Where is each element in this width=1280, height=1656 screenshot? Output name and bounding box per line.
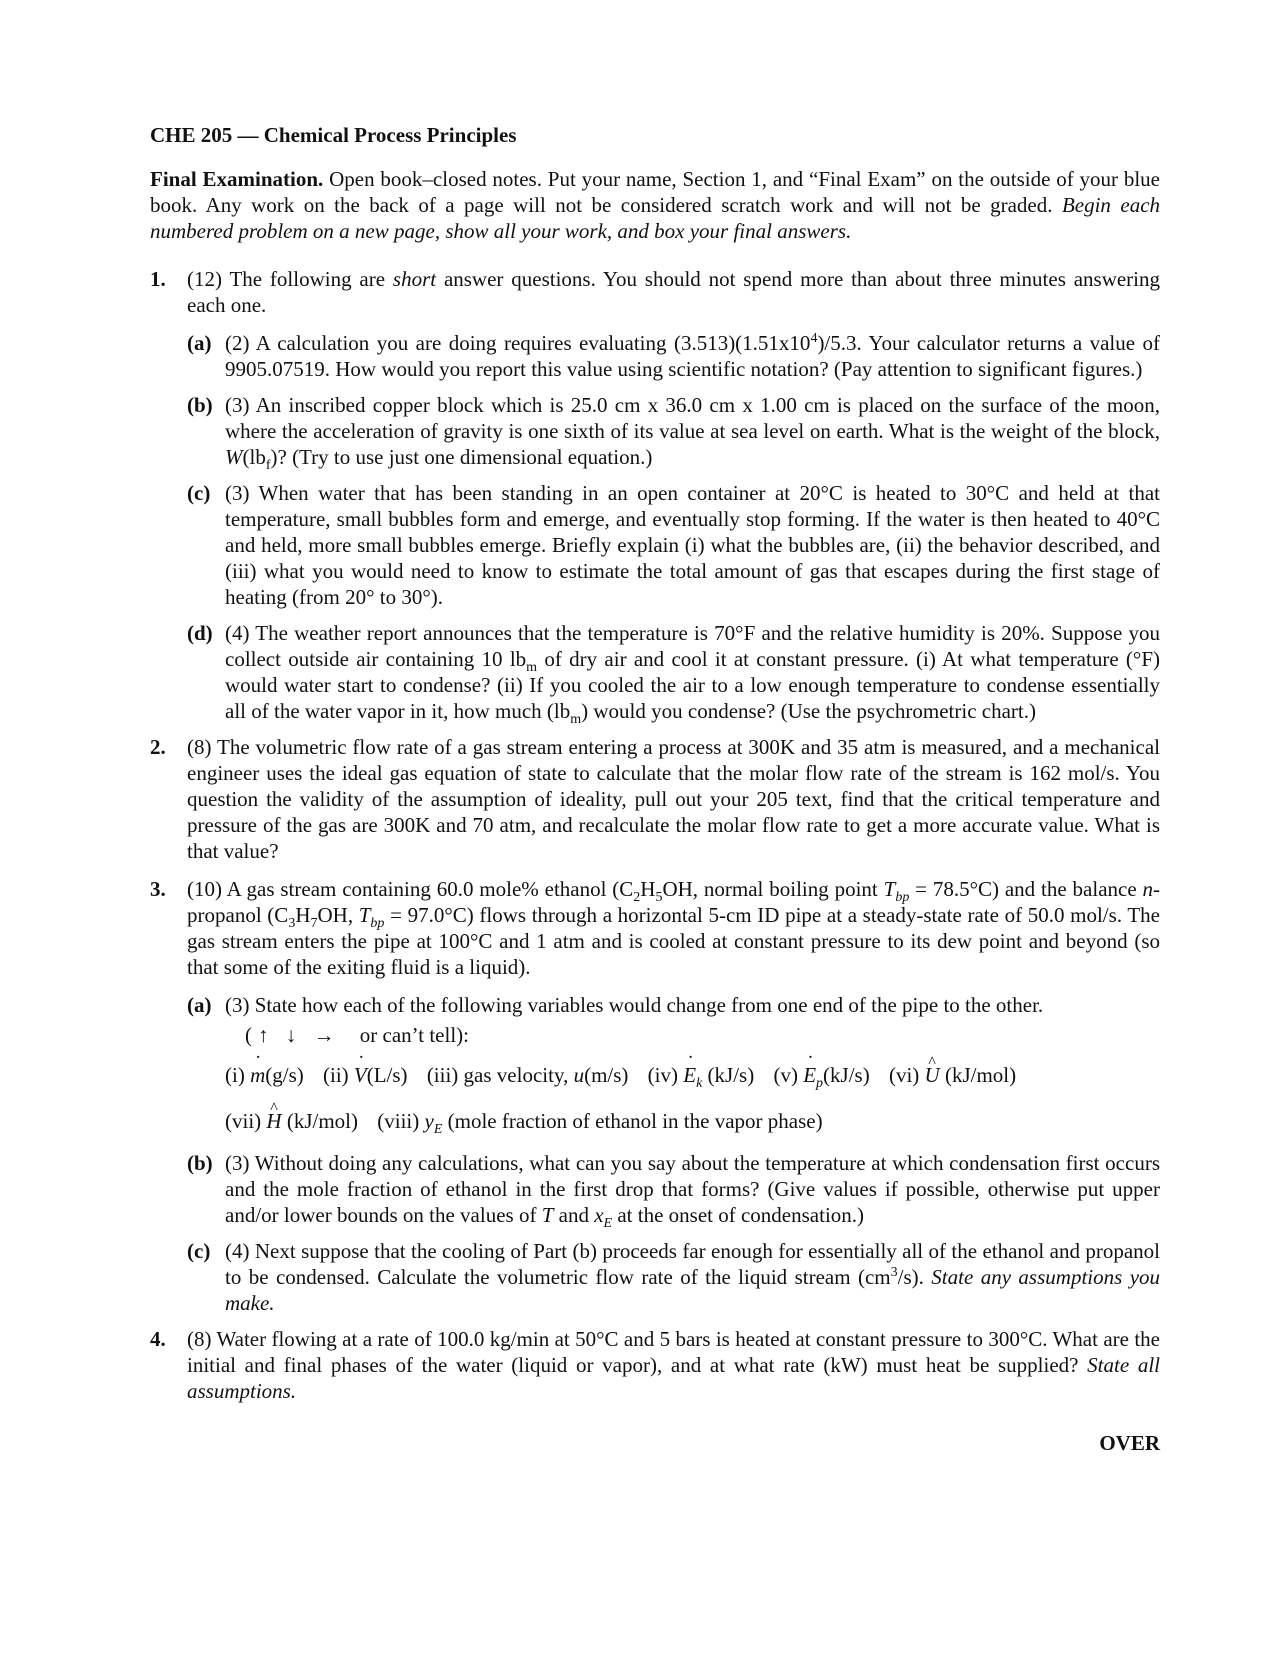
variable: T <box>541 1203 554 1227</box>
part-label: (a) <box>187 331 212 355</box>
problem-number: 4. <box>150 1327 166 1351</box>
part-label: (c) <box>187 1239 211 1263</box>
variable-item: (iii) gas velocity, u(m/s) <box>426 1063 629 1087</box>
problem-emphasis: State all assumptions. <box>187 1353 1161 1403</box>
part-text: )/5.3. Your calculator returns a value of 9905.07519. How would you report this value using scientific notation? (Pay attention to significant figures.) <box>225 331 1160 381</box>
part-text: (lb <box>242 445 266 469</box>
variable: n <box>1142 877 1154 901</box>
part-label: (a) <box>187 993 212 1017</box>
course-title: CHE 205 — Chemical Process Principles <box>150 123 517 147</box>
part-label: (b) <box>187 1151 213 1175</box>
part-text: of dry air and cool it at constant pressure. (i) At what temperature (°F) would water start to condense? (ii) If you cooled the air to a low enough temperature to condense essentially all of the water vapor in it, how much (lb <box>225 647 1160 723</box>
part-label: (c) <box>187 481 211 505</box>
exam-title: Final Examination. <box>150 167 324 191</box>
part-text: (3) When water that has been standing in an open container at 20°C is heated to 30°C and held at that temperature, small bubbles form and emerge, and eventually stop forming. If the water is then heated to 40°C and held, more small bubbles emerge. Briefly explain (i) what the bubbles are, (ii) the behavior described, and (iii) what you would need to know to estimate the total amount of gas that escapes during the first stage of heating (from 20° to 30°). <box>225 481 1160 609</box>
subscript: 3 <box>288 916 296 932</box>
part-text: (3) An inscribed copper block which is 25.0 cm x 36.0 cm x 1.00 cm is placed on the surface of the moon, where the acceleration of gravity is one sixth of its value at sea level on earth. What is the weight of the block, <box>225 393 1160 443</box>
subscript: 5 <box>655 890 663 906</box>
problem-1b <box>150 392 1160 474</box>
exam-page <box>150 122 1161 1455</box>
exam-instructions <box>150 166 1160 244</box>
problem-1a <box>150 330 1160 382</box>
problem-text: = 97.0°C) flows through a horizontal 5-cm ID pipe at a steady-state rate of 50.0 mol/s. The gas stream enters the pipe at 100°C and 1 atm and is cooled at constant pressure to its dew point and beyond (so that some of the exiting fluid is a liquid). <box>187 903 1160 979</box>
problem-3 <box>150 876 1160 980</box>
part-text: (4) Next suppose that the cooling of Part (b) proceeds far enough for essentially all of the ethanol and propanol to be condensed. Calculate the volumetric flow rate of the liquid stream (cm <box>225 1239 1160 1289</box>
subscript: E <box>603 1216 613 1232</box>
problem-emphasis: short <box>392 267 437 291</box>
part-text: /s). <box>897 1265 924 1289</box>
subscript: f <box>265 458 271 474</box>
variable-item: (v) ˙ $E_p(kJ/s)$ <box>773 1058 869 1092</box>
problem-2 <box>150 734 1160 864</box>
variable-item: (ii) ˙ V(L/s) <box>323 1058 408 1092</box>
problem-text: OH, normal boiling point <box>662 877 878 901</box>
variable: x <box>594 1203 604 1227</box>
problem-number: 3. <box>150 877 166 901</box>
change-options <box>150 1022 1160 1048</box>
problem-number: 2. <box>150 735 166 759</box>
problem-text: OH, <box>317 903 354 927</box>
part-text: (3) Without doing any calculations, what can you say about the temperature at which condensation first occurs and the mole fraction of ethanol in the first drop that forms? (Give values if possible, otherwise put upper and/or lower bounds on the values of <box>225 1151 1160 1227</box>
exponent: 4 <box>810 331 818 346</box>
instructions-text: Open book–closed notes. Put your name, Section 1, and “Final Exam” on the outside of your blue book. Any work on the back of a page will not be considered scratch work and will not be graded. <box>150 167 1161 217</box>
problem-4 <box>150 1326 1160 1404</box>
variable: T <box>358 903 371 927</box>
subscript: m <box>526 660 538 676</box>
instructions-emphasis: Begin each numbered problem on a new page, show all your work, and box your final answers. <box>150 193 1161 243</box>
variable: T <box>883 877 896 901</box>
variable-item: (vi) ^ U (kJ/mol) <box>889 1058 1016 1092</box>
part-emphasis: State any assumptions you make. <box>225 1265 1161 1315</box>
subscript: bp <box>895 890 910 906</box>
problem-1c <box>150 480 1160 610</box>
part-label: (d) <box>187 621 213 645</box>
over-indicator: OVER <box>1099 1431 1160 1455</box>
part-text: (2) A calculation you are doing requires evaluating (3.513)(1.51x10 <box>225 331 811 355</box>
arrow-options: (↑ ↓ → <box>245 1023 341 1047</box>
problem-text: answer questions. You should not spend more than about three minutes answering each one. <box>187 267 1161 317</box>
part-text: (4) The weather report announces that the temperature is 70°F and the relative humidity is 20%. Suppose you collect outside air containing 10 lb <box>225 621 1160 671</box>
subscript: 2 <box>633 890 641 906</box>
part-label: (b) <box>187 393 213 417</box>
variable-item: (viii) $y_E$ (mole fraction of ethanol in the vapor phase) <box>377 1109 823 1138</box>
part-text: (3) State how each of the following variables would change from one end of the pipe to the other. <box>225 993 1044 1017</box>
variables-line-2 <box>150 1104 1160 1138</box>
part-text: at the onset of condensation.) <box>617 1203 865 1227</box>
problem-text: -propanol (C <box>187 877 1161 927</box>
problem-number: 1. <box>150 267 166 291</box>
problem-3b <box>150 1150 1160 1232</box>
variable-item: (i) ˙ m(g/s) <box>225 1058 304 1092</box>
subscript: 7 <box>310 916 318 932</box>
subscript: m <box>570 712 582 728</box>
variables-line-1 <box>150 1058 1160 1092</box>
part-text: ) would you condense? (Use the psychrometric chart.) <box>581 699 1036 723</box>
problem-text: (8) The volumetric flow rate of a gas stream entering a process at 300K and 35 atm is measured, and a mechanical engineer uses the ideal gas equation of state to calculate that the molar flow rate of the stream is 162 mol/s. You question the validity of the assumption of ideality, pull out your 205 text, find that the critical temperature and pressure of the gas are 300K and 70 atm, and recalculate the molar flow rate to get a more accurate value. What is that value? <box>187 735 1160 863</box>
part-text: )? (Try to use just one dimensional equation.) <box>270 445 653 469</box>
problem-text: (8) Water flowing at a rate of 100.0 kg/min at 50°C and 5 bars is heated at constant pressure to 300°C. What are the initial and final phases of the water (liquid or vapor), and at what rate (kW) must heat be supplied? <box>187 1327 1160 1377</box>
problem-1 <box>150 266 1160 318</box>
variable: W <box>225 445 243 469</box>
part-text: and <box>558 1203 589 1227</box>
exponent: 3 <box>890 1265 898 1280</box>
problem-1d <box>150 620 1160 728</box>
arrow-options-tail: or can’t tell): <box>359 1023 469 1047</box>
problem-text: (10) A gas stream containing 60.0 mole% ethanol (C <box>187 877 634 901</box>
subscript: bp <box>370 916 385 932</box>
problem-text: H <box>640 877 656 901</box>
variable-item: (iv) ˙ $E_k$ (kJ/s) <box>648 1058 755 1092</box>
problem-text: = 78.5°C) and the balance <box>915 877 1137 901</box>
variable-item: (vii) ^ H (kJ/mol) <box>225 1104 358 1138</box>
problem-text: H <box>295 903 311 927</box>
problem-3a <box>150 992 1160 1018</box>
problem-text: (12) The following are <box>187 267 386 291</box>
problem-3c <box>150 1238 1160 1316</box>
